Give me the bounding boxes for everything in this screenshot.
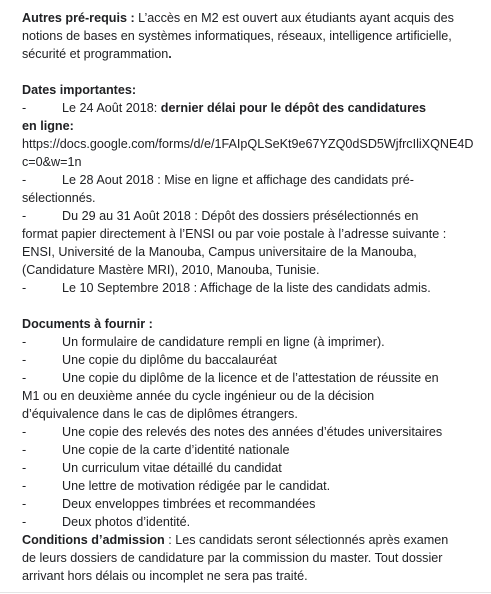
divider [0,592,491,593]
document-item-cont: M1 ou en deuxième année du cycle ingénieur ou de la décision [22,389,375,403]
document-item [22,495,490,513]
bullet-dash: - [22,461,27,475]
conditions-heading: Conditions d’admission [22,533,165,547]
documents-heading: Documents à fournir : [22,317,153,331]
document-item-text: Une copie du diplôme du baccalauréat [62,353,277,367]
document-item-cont: d’équivalence dans le cas de diplômes étrangers. [22,407,298,421]
bullet-dash: - [22,335,27,349]
date-item-3 [22,207,490,225]
document-item-text: Deux enveloppes timbrées et recommandées [62,497,316,511]
document-body [22,9,490,585]
bullet-dash: - [22,425,27,439]
document-item [22,441,490,459]
date-item-3-cont-1: format papier directement à l’ENSI ou par voie postale à l’adresse suivante : [22,227,447,241]
bullet-dash: - [22,479,27,493]
spacer [22,297,490,315]
form-link-cont[interactable]: c=0&w=1n [22,155,82,169]
dates-heading: Dates importantes: [22,83,137,97]
bullet-dash: - [22,515,27,529]
prerequisites-heading: Autres pré-requis : [22,11,135,25]
prerequisites-paragraph [22,9,484,63]
date-item-3-cont-3: (Candidature Mastère MRI), 2010, Manouba, Tunisie. [22,263,320,277]
date-item-1 [22,99,490,117]
date-item-3-cont-2: ENSI, Université de la Manouba, Campus universitaire de la Manouba, [22,245,417,259]
date-item-1-prefix: Le 24 Août 2018: [62,101,161,115]
bullet-dash: - [22,173,27,187]
document-item-text: Un formulaire de candidature rempli en ligne (à imprimer). [62,335,385,349]
bullet-dash: - [22,101,27,115]
date-item-2 [22,171,490,189]
bullet-dash: - [22,281,27,295]
bullet-dash: - [22,353,27,367]
document-item-text: Un curriculum vitae détaillé du candidat [62,461,282,475]
document-item-text: Une copie des relevés des notes des années d’études universitaires [62,425,443,439]
date-item-4-text: Le 10 Septembre 2018 : Affichage de la liste des candidats admis. [62,281,431,295]
bullet-dash: - [22,209,27,223]
conditions-text-1: : Les candidats seront sélectionnés après examen [164,533,449,547]
date-item-2-text: Le 28 Aout 2018 : Mise en ligne et affichage des candidats pré- [62,173,414,187]
date-item-1-deadline-cont: en ligne: [22,119,74,133]
document-item [22,513,490,531]
bullet-dash: - [22,497,27,511]
form-link[interactable]: https://docs.google.com/forms/d/e/1FAIpQLSeKt9e67YZQ0dSD5WjfrcIliXQNE4D [22,137,474,151]
document-item-text: Une copie de la carte d’identité nationale [62,443,290,457]
document-item-text: Deux photos d’identité. [62,515,191,529]
conditions-text-2: de leurs dossiers de candidature par la commission du master. Tout dossier [22,551,443,565]
prerequisites-text: L’accès en M2 est ouvert aux étudiants ayant acquis des notions de bases en systèmes informatiques, réseaux, intelligence artificielle, sécurité et programmation [22,11,454,61]
document-item [22,369,490,387]
document-item [22,477,490,495]
document-item [22,333,490,351]
date-item-4 [22,279,490,297]
document-item [22,459,490,477]
document-item-text: Une copie du diplôme de la licence et de l’attestation de réussite en [62,371,439,385]
date-item-2-cont: sélectionnés. [22,191,96,205]
document-item-text: Une lettre de motivation rédigée par le candidat. [62,479,331,493]
date-item-3-text: Du 29 au 31 Août 2018 : Dépôt des dossiers présélectionnés en [62,209,419,223]
bullet-dash: - [22,443,27,457]
date-item-1-deadline: dernier délai pour le dépôt des candidatures [160,101,426,115]
prerequisites-period: . [168,47,172,61]
spacer [22,63,490,81]
bullet-dash: - [22,371,27,385]
conditions-paragraph [22,531,490,549]
document-item [22,423,490,441]
conditions-text-3: arrivant hors délais ou incomplet ne sera pas traité. [22,569,308,583]
document-item [22,351,490,369]
